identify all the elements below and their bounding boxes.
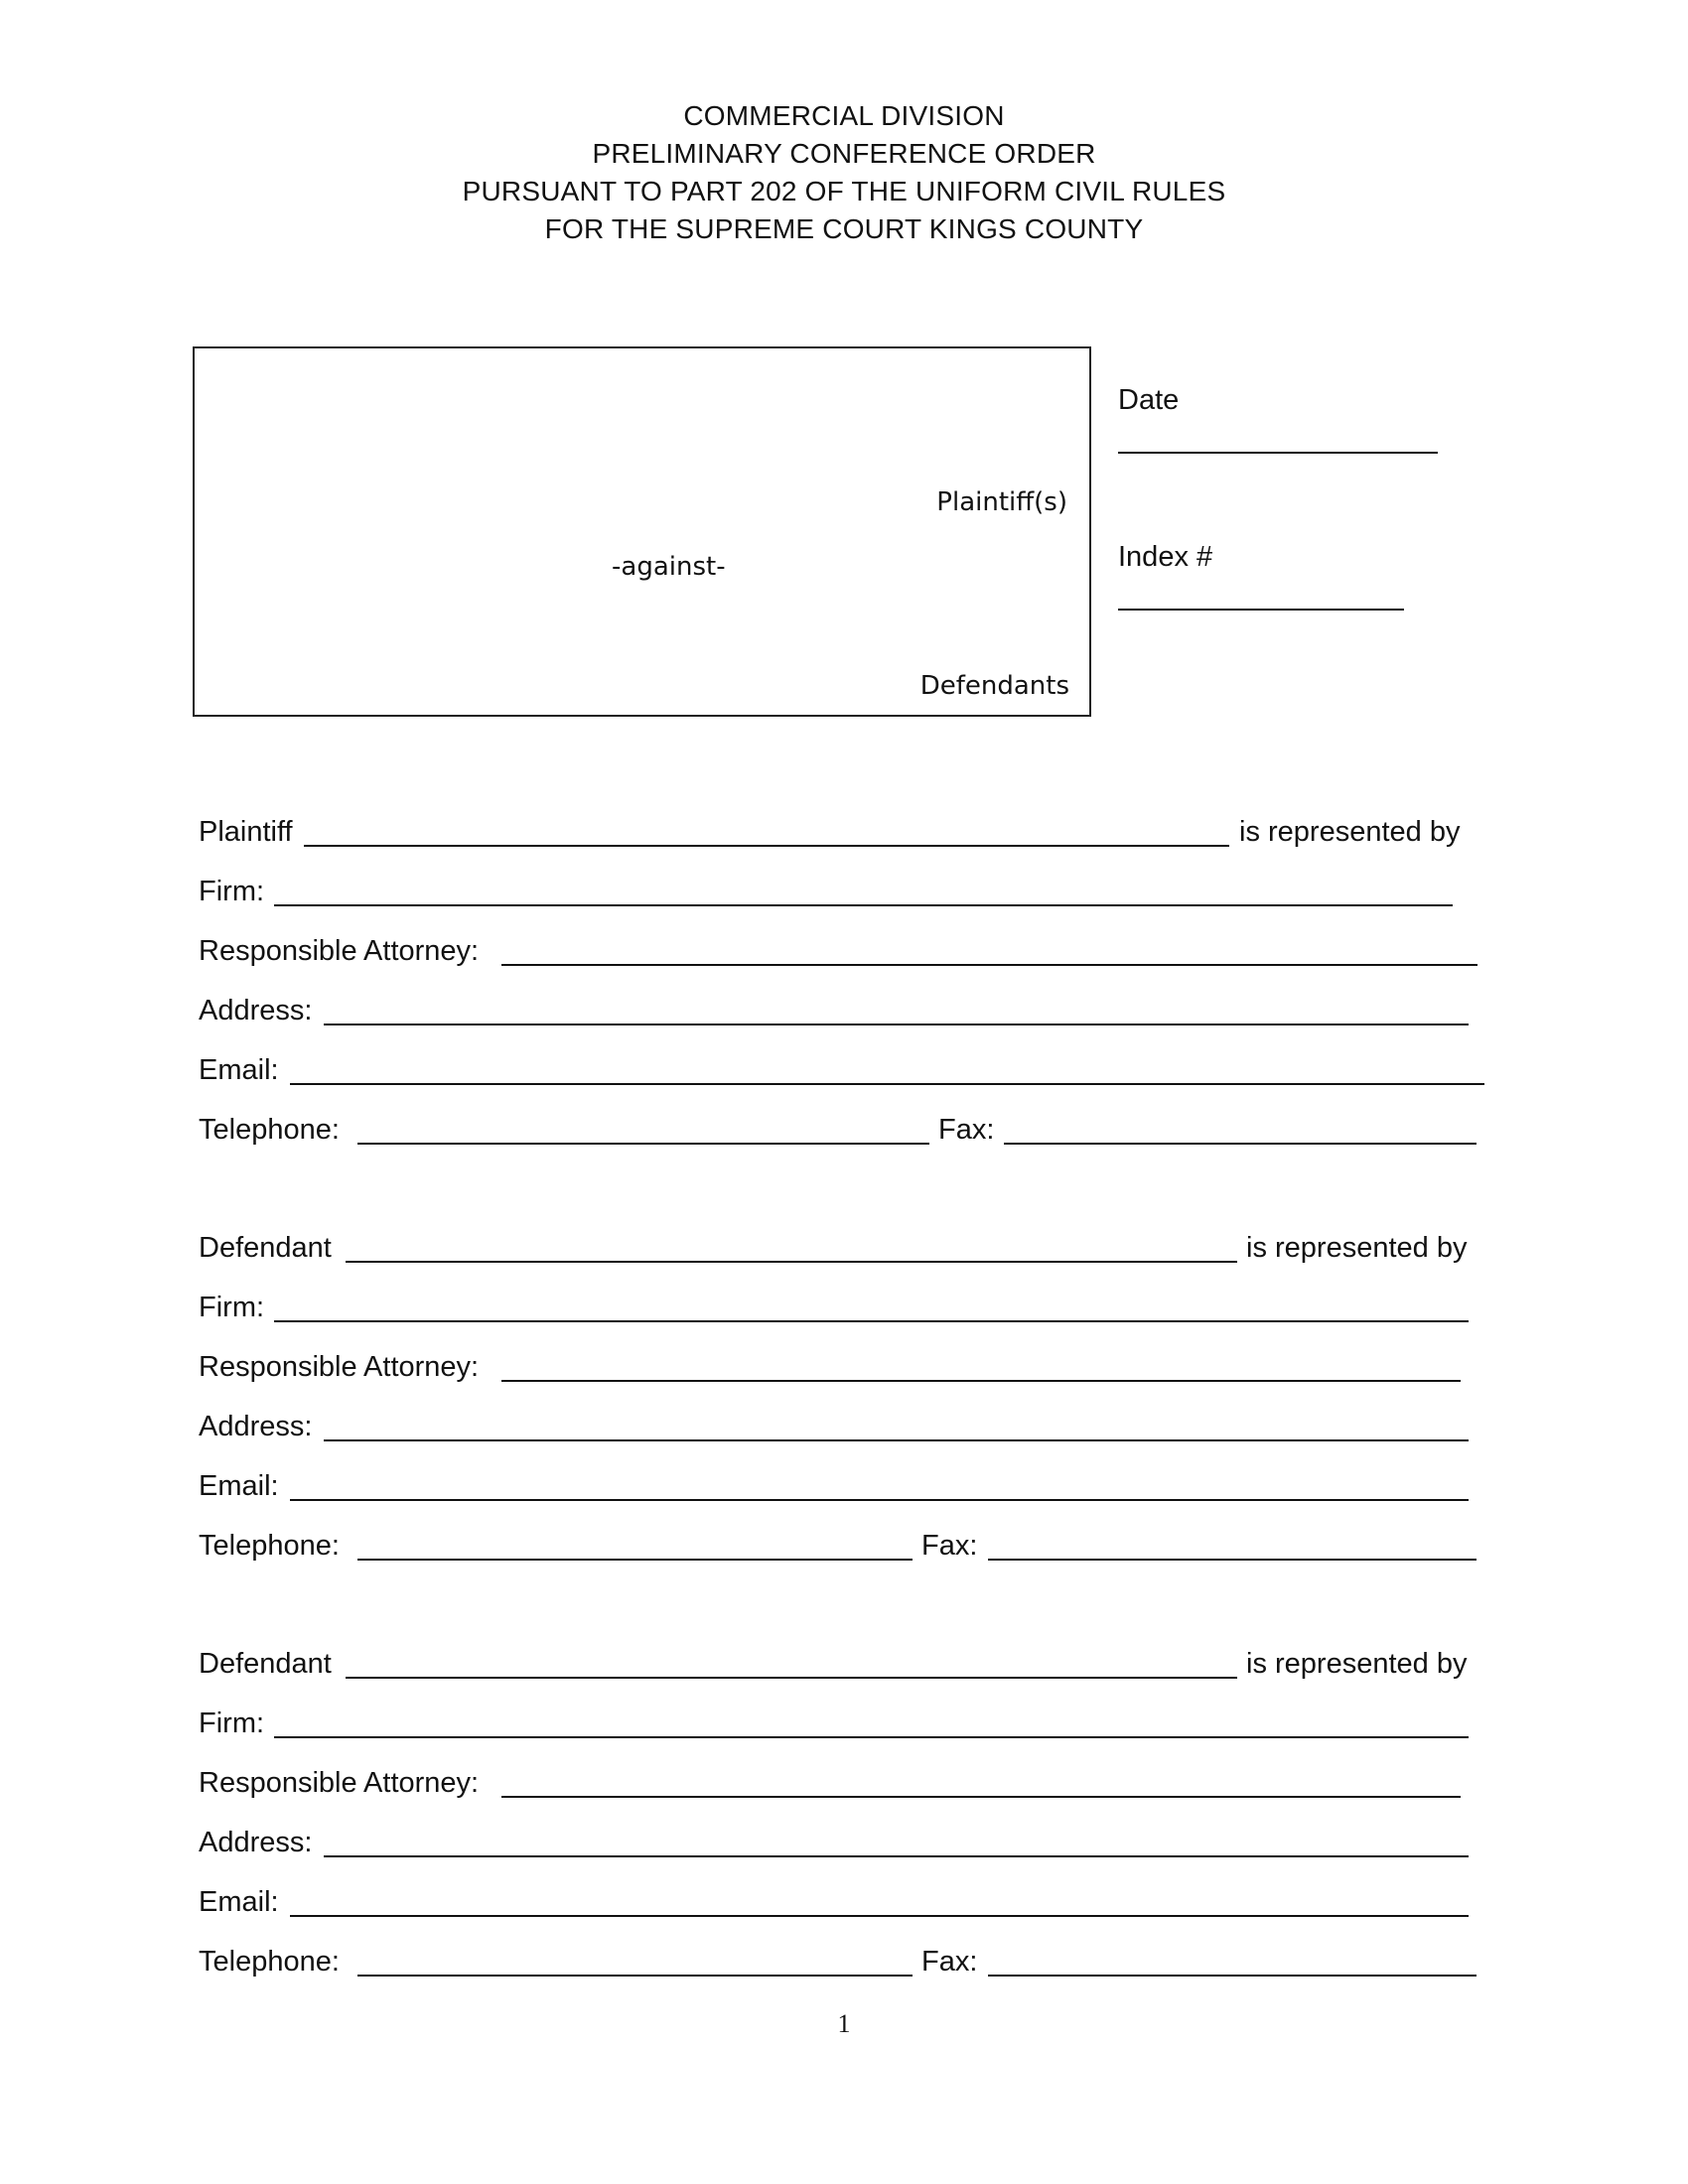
date-field[interactable] [1118,452,1438,454]
email-label: Email: [199,1886,279,1918]
case-caption-box[interactable] [193,346,1091,717]
defendant-label: Defendant [199,1232,332,1264]
plaintiff-label: Plaintiff [199,816,293,848]
attorney-label: Responsible Attorney: [199,1351,480,1383]
email-field[interactable] [290,1499,1469,1501]
telephone-field[interactable] [357,1559,913,1561]
fax-field[interactable] [988,1559,1477,1561]
defendant-label: Defendant [199,1648,332,1680]
fax-label: Fax: [921,1946,978,1978]
page-number: 1 [837,2009,851,2038]
address-label: Address: [199,995,313,1026]
attorney-field[interactable] [501,1796,1461,1798]
firm-field[interactable] [274,1736,1469,1738]
header-line-division: COMMERCIAL DIVISION [683,100,1005,131]
telephone-label: Telephone: [199,1530,340,1562]
caption-against-label: -against- [612,552,726,582]
address-field[interactable] [324,1439,1469,1441]
firm-label: Firm: [199,1707,265,1739]
attorney-label: Responsible Attorney: [199,1767,480,1799]
header-line-pursuant: PURSUANT TO PART 202 OF THE UNIFORM CIVIL RULES [462,176,1226,206]
firm-label: Firm: [199,876,265,907]
caption-defendants-label: Defendants [919,671,1069,701]
fax-field[interactable] [1004,1143,1477,1145]
caption-plaintiffs-label: Plaintiff(s) [936,487,1067,517]
index-number-label: Index # [1118,541,1213,573]
defendant-name-field[interactable] [346,1261,1237,1263]
attorney-label: Responsible Attorney: [199,935,480,967]
fax-label: Fax: [938,1114,995,1146]
represented-by-label: is represented by [1246,1232,1468,1264]
firm-label: Firm: [199,1292,265,1323]
defendant-name-field[interactable] [346,1677,1237,1679]
address-field[interactable] [324,1024,1469,1025]
email-label: Email: [199,1470,279,1502]
address-label: Address: [199,1827,313,1858]
telephone-label: Telephone: [199,1946,340,1978]
fax-label: Fax: [921,1530,978,1562]
attorney-field[interactable] [501,964,1477,966]
date-label: Date [1118,384,1180,416]
telephone-field[interactable] [357,1975,913,1977]
address-field[interactable] [324,1855,1469,1857]
email-field[interactable] [290,1083,1484,1085]
plaintiff-name-field[interactable] [304,845,1229,847]
address-label: Address: [199,1411,313,1442]
firm-field[interactable] [274,904,1453,906]
telephone-field[interactable] [357,1143,929,1145]
telephone-label: Telephone: [199,1114,340,1146]
header-line-title: PRELIMINARY CONFERENCE ORDER [592,138,1096,169]
email-label: Email: [199,1054,279,1086]
header-line-court: FOR THE SUPREME COURT KINGS COUNTY [544,213,1144,244]
document-header [0,97,1688,248]
index-number-field[interactable] [1118,609,1404,611]
represented-by-label: is represented by [1246,1648,1468,1680]
firm-field[interactable] [274,1320,1469,1322]
email-field[interactable] [290,1915,1469,1917]
fax-field[interactable] [988,1975,1477,1977]
represented-by-label: is represented by [1239,816,1461,848]
attorney-field[interactable] [501,1380,1461,1382]
